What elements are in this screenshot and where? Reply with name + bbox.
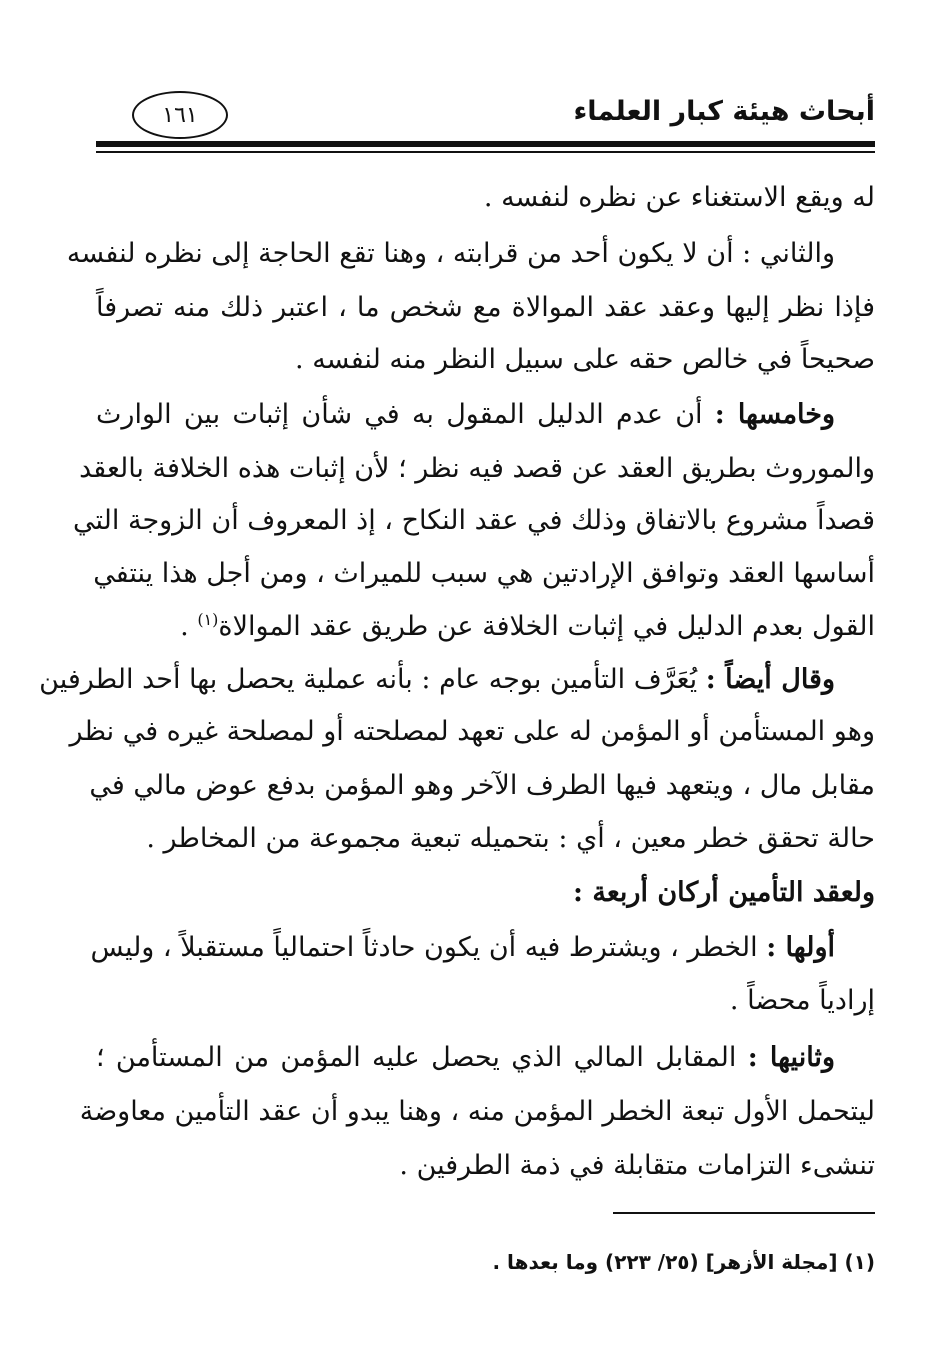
section-lead: أولها : xyxy=(766,932,835,963)
footnote: (١) [مجلة الأزهر] (٢٥/ ٢٢٣) وما بعدها . xyxy=(492,1250,875,1274)
text-line: له ويقع الاستغناء عن نظره لنفسه . xyxy=(483,182,875,213)
footnote-separator xyxy=(613,1212,875,1214)
header-rule-thick xyxy=(96,141,875,147)
text-line: أولها : الخطر ، ويشترط فيه أن يكون حادثاً احتمالياً مستقبلاً ، وليس xyxy=(90,932,835,963)
text-line: وخامسها : أن عدم الدليل المقول به في شأن إثبات بين الوارث xyxy=(96,399,836,430)
page-number-oval xyxy=(132,91,228,139)
text-line: مقابل مال ، ويتعهد فيها الطرف الآخر وهو المؤمن بدفع عوض مالي في xyxy=(89,770,875,801)
text-line: أساسها العقد وتوافق الإرادتين هي سبب للميراث ، ومن أجل هذا ينتفي xyxy=(93,558,875,589)
running-header-title: أبحاث هيئة كبار العلماء xyxy=(573,96,875,127)
section-lead: وثانيها : xyxy=(747,1042,835,1073)
text-line: فإذا نظر إليها وعقد عقد الموالاة مع شخص ما ، اعتبر ذلك منه تصرفاً xyxy=(96,292,875,323)
page-number: ١٦١ xyxy=(162,102,198,128)
text-line: حالة تحقق خطر معين ، أي : بتحميله تبعية مجموعة من المخاطر . xyxy=(146,823,875,854)
text-line: قصداً مشروع بالاتفاق وذلك في عقد النكاح ، إذ المعروف أن الزوجة التي xyxy=(73,505,875,536)
text-line: إرادياً محضاً . xyxy=(729,985,875,1016)
section-lead: وخامسها : xyxy=(714,399,836,430)
text-line: تنشىء التزامات متقابلة في ذمة الطرفين . xyxy=(399,1150,875,1181)
section-lead: وقال أيضاً : xyxy=(705,664,835,695)
text-line: صحيحاً في خالص حقه على سبيل النظر منه لنفسه . xyxy=(295,344,875,375)
text-line: وقال أيضاً : يُعَرَّف التأمين بوجه عام : بأنه عملية يحصل بها أحد الطرفين xyxy=(39,664,835,695)
text-line: والموروث بطريق العقد عن قصد فيه نظر ؛ لأن إثبات هذه الخلافة بالعقد xyxy=(79,453,875,484)
text-line: ليتحمل الأول تبعة الخطر المؤمن منه ، وهنا يبدو أن عقد التأمين معاوضة xyxy=(79,1096,875,1127)
text-line: وهو المستأمن أو المؤمن له على تعهد لمصلحته أو لمصلحة غيره في نظر xyxy=(69,716,875,747)
text-line: وثانيها : المقابل المالي الذي يحصل عليه المؤمن من المستأمن ؛ xyxy=(96,1042,835,1073)
section-heading: ولعقد التأمين أركان أربعة : xyxy=(573,877,875,908)
text-line: والثاني : أن لا يكون أحد من قرابته ، وهنا تقع الحاجة إلى نظره لنفسه xyxy=(66,238,835,269)
footnote-marker: (١) xyxy=(197,610,219,629)
text-line: القول بعدم الدليل في إثبات الخلافة عن طريق عقد الموالاة$^{(١)}$ . xyxy=(180,610,875,642)
header-rule-thin xyxy=(96,151,875,153)
